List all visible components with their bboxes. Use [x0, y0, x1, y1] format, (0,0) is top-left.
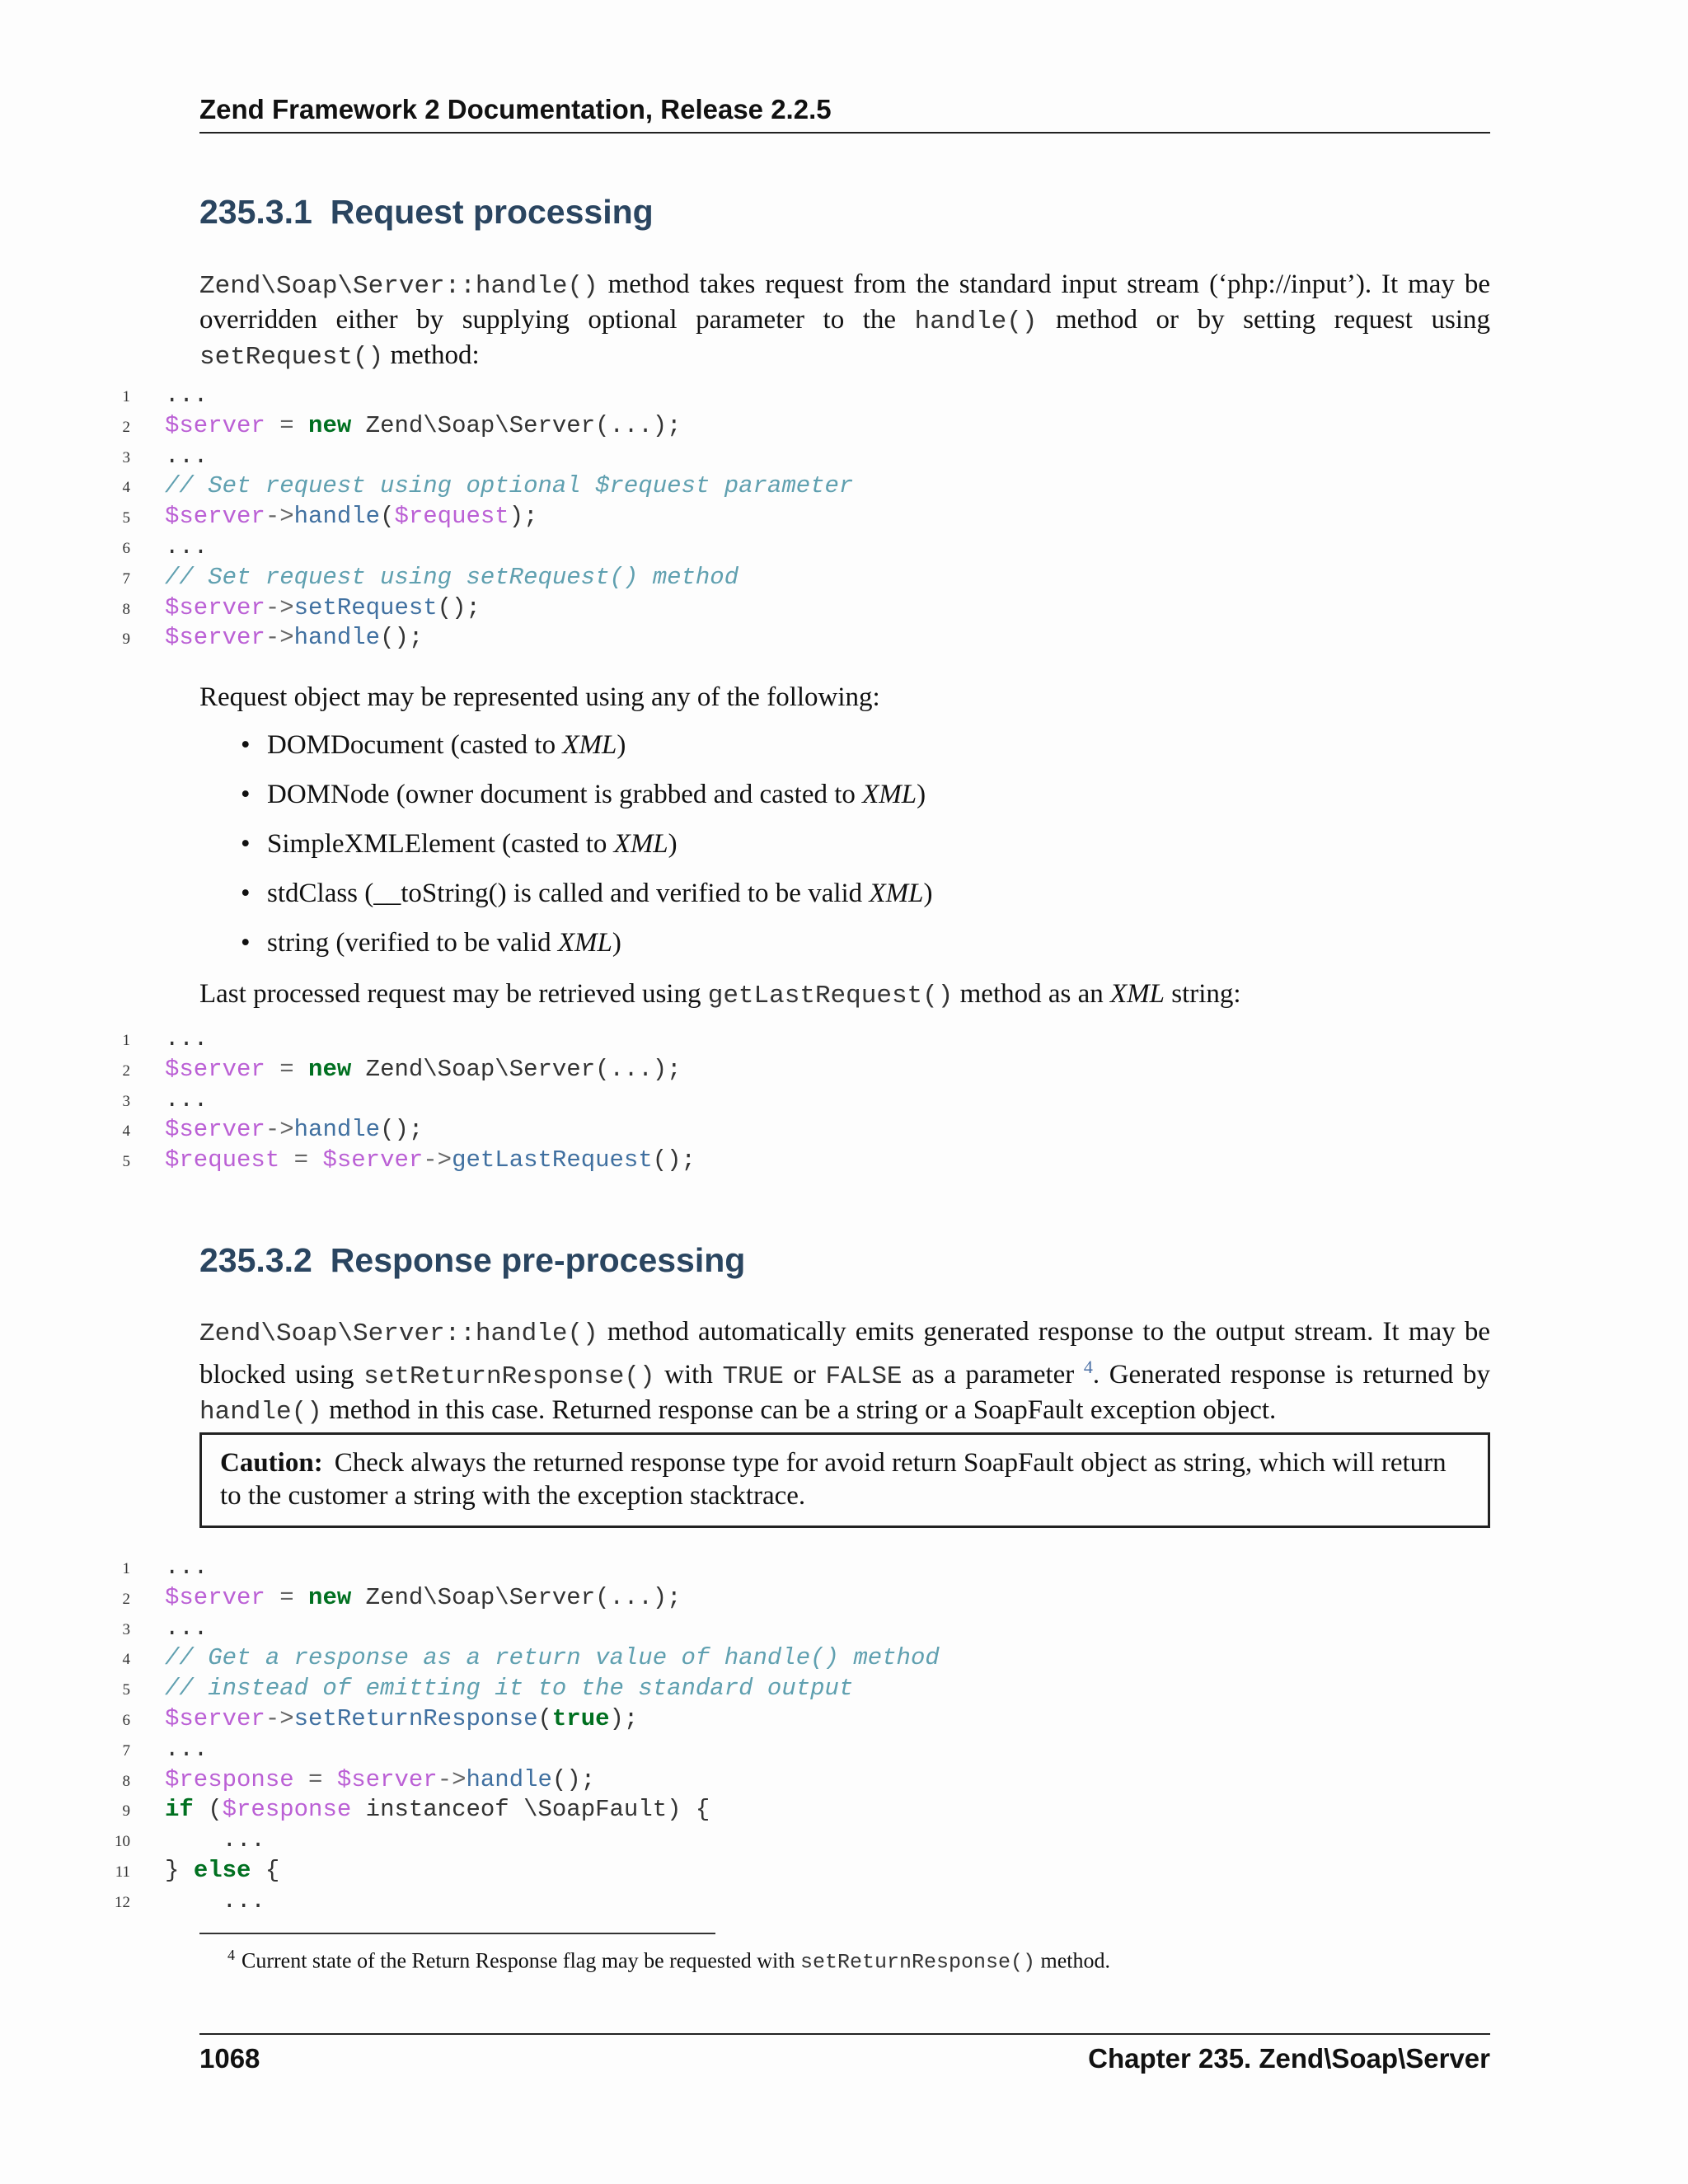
list-item	[199, 720, 932, 770]
bullet-icon: •	[241, 879, 251, 908]
inline-code: setReturnResponse()	[363, 1362, 655, 1391]
code-line	[0, 1055, 1490, 1085]
code-line	[0, 1085, 1490, 1116]
code-text: ...	[165, 1085, 209, 1113]
text-run: )	[923, 879, 933, 908]
code-line	[0, 1643, 1490, 1674]
page-footer	[199, 2033, 1490, 2074]
inline-code: TRUE	[722, 1362, 784, 1391]
request-object-list	[199, 720, 932, 968]
code-line	[0, 1735, 1490, 1765]
line-number: 6	[122, 539, 130, 557]
code-text: // Set request using setRequest() method	[165, 563, 739, 591]
code-text: } else {	[165, 1856, 280, 1884]
line-number: 5	[122, 1153, 130, 1171]
code-line	[0, 1674, 1490, 1704]
code-text: $server = new Zend\Soap\Server(...);	[165, 411, 682, 439]
text-run: method as an	[953, 979, 1110, 1009]
emphasis: XML	[1110, 979, 1165, 1009]
chapter-title: Chapter 235. Zend\Soap\Server	[1088, 2043, 1490, 2074]
section-number: 235.3.1	[199, 193, 312, 231]
line-number: 5	[122, 1681, 130, 1699]
code-text: // instead of emitting it to the standard output	[165, 1675, 854, 1703]
code-line	[0, 1765, 1490, 1796]
code-line	[0, 1856, 1490, 1886]
code-line	[0, 471, 1490, 502]
line-number: 10	[115, 1833, 130, 1851]
line-number: 1	[122, 1032, 130, 1049]
code-text: $server->handle();	[165, 1116, 424, 1144]
text-run: Current state of the Return Response flag may be requested with	[241, 1948, 800, 1973]
code-text: ...	[165, 1826, 265, 1854]
code-line	[0, 502, 1490, 532]
line-number: 3	[122, 1092, 130, 1110]
code-text: ...	[165, 1735, 209, 1763]
code-text: ...	[165, 1614, 209, 1642]
code-text: $request = $server->getLastRequest();	[165, 1146, 696, 1174]
code-block-response	[0, 1553, 1490, 1917]
code-text: ...	[165, 442, 209, 470]
code-line	[0, 532, 1490, 563]
caution-text: Check always the returned response type for avoid return SoapFault object as string, which will return to the customer a string with the exception stacktrace.	[220, 1448, 1447, 1511]
response-preprocessing-paragraph	[199, 1315, 1490, 1429]
inline-code: FALSE	[825, 1362, 903, 1391]
text-run: method.	[1035, 1948, 1111, 1973]
caution-label: Caution:	[220, 1448, 323, 1478]
code-line	[0, 1024, 1490, 1055]
inline-code: Zend\Soap\Server::handle()	[199, 272, 598, 301]
line-number: 7	[122, 569, 130, 588]
text-run: string:	[1165, 979, 1241, 1009]
code-line	[0, 623, 1490, 654]
line-number: 4	[122, 479, 130, 497]
emphasis: XML	[869, 879, 924, 908]
code-text: $server = new Zend\Soap\Server(...);	[165, 1583, 682, 1611]
code-line	[0, 381, 1490, 411]
list-item	[199, 918, 932, 968]
emphasis: XML	[862, 780, 917, 809]
section-heading-request-processing	[199, 191, 654, 232]
code-block-request	[0, 381, 1490, 654]
text-run: Last processed request may be retrieved using	[199, 979, 708, 1009]
text-run: )	[668, 829, 678, 859]
line-number: 4	[122, 1122, 130, 1141]
code-text: $server = new Zend\Soap\Server(...);	[165, 1055, 682, 1083]
section-title: Request processing	[330, 193, 654, 231]
line-number: 2	[122, 418, 130, 436]
line-number: 9	[122, 630, 130, 649]
last-request-paragraph	[199, 977, 1490, 1013]
list-item	[199, 819, 932, 869]
bullet-icon: •	[241, 928, 251, 958]
line-number: 8	[122, 600, 130, 618]
code-line	[0, 442, 1490, 472]
text-run: method or by setting request using	[1037, 305, 1491, 335]
code-text: ...	[165, 382, 209, 409]
code-line	[0, 593, 1490, 624]
list-item	[199, 770, 932, 819]
inline-code: setRequest()	[199, 343, 384, 372]
text-run: SimpleXMLElement (casted to	[267, 829, 614, 859]
inline-code: getLastRequest()	[707, 982, 954, 1010]
text-run: method automatically emits generated response to the output stream. It may be blocked using	[199, 1317, 1490, 1390]
code-text: $response = $server->handle();	[165, 1765, 596, 1793]
code-line	[0, 1886, 1490, 1917]
line-number: 2	[122, 1590, 130, 1608]
line-number: 5	[122, 509, 130, 527]
code-line	[0, 1583, 1490, 1614]
text-run: or	[783, 1360, 826, 1390]
caution-admonition	[199, 1432, 1490, 1528]
text-run: method in this case. Returned response can be a string or a SoapFault exception object.	[321, 1395, 1277, 1425]
bullet-icon: •	[241, 829, 251, 859]
line-number: 3	[122, 448, 130, 466]
line-number: 8	[122, 1772, 130, 1790]
code-text: ...	[165, 1886, 265, 1915]
line-number: 12	[115, 1893, 130, 1911]
emphasis: XML	[557, 928, 612, 958]
text-run: method takes request from the standard input stream (‘php://input’). It may be overridden either by supplying optional parameter to the	[199, 269, 1490, 335]
inline-code: handle()	[199, 1398, 322, 1427]
bullet-icon: •	[241, 780, 251, 809]
code-text: $server->handle();	[165, 624, 424, 652]
request-processing-paragraph	[199, 268, 1490, 374]
request-object-intro: Request object may be represented using any of the following:	[199, 682, 880, 712]
running-header: Zend Framework 2 Documentation, Release 2.2.5	[199, 92, 1490, 134]
section-title: Response pre-processing	[330, 1241, 746, 1279]
line-number: 7	[122, 1741, 130, 1760]
text-run: )	[617, 730, 626, 760]
inline-code: setReturnResponse()	[799, 1950, 1036, 1975]
footnote	[227, 1940, 1110, 1978]
emphasis: XML	[562, 730, 617, 760]
list-item	[199, 869, 932, 918]
line-number: 9	[122, 1802, 130, 1821]
code-text: if ($response instanceof \SoapFault) {	[165, 1796, 710, 1824]
code-text: // Get a response as a return value of handle() method	[165, 1644, 940, 1672]
emphasis: XML	[613, 829, 668, 859]
code-line	[0, 1795, 1490, 1825]
footnote-mark: 4	[227, 1947, 235, 1963]
text-run: stdClass (__toString() is called and verified to be valid	[267, 879, 870, 908]
text-run: )	[917, 780, 926, 809]
text-run: )	[612, 928, 621, 958]
code-line	[0, 1115, 1490, 1146]
text-run: method:	[383, 340, 480, 370]
code-line	[0, 1146, 1490, 1176]
code-block-last-request	[0, 1024, 1490, 1176]
footnote-reference[interactable]: 4	[1083, 1357, 1093, 1377]
line-number: 2	[122, 1062, 130, 1080]
section-number: 235.3.2	[199, 1241, 312, 1279]
line-number: 11	[115, 1863, 130, 1881]
text-run: . Generated response is returned by	[1092, 1360, 1491, 1390]
code-text: // Set request using optional $request parameter	[165, 472, 854, 500]
code-text: $server->setRequest();	[165, 593, 481, 621]
section-heading-response-preprocessing	[199, 1240, 745, 1281]
code-text: ...	[165, 1554, 209, 1581]
inline-code: Zend\Soap\Server::handle()	[199, 1319, 598, 1348]
text-run: as a parameter	[902, 1360, 1084, 1390]
code-text: ...	[165, 1025, 209, 1052]
line-number: 4	[122, 1651, 130, 1669]
line-number: 1	[122, 1560, 130, 1577]
text-run: DOMNode (owner document is grabbed and casted to	[267, 780, 863, 809]
code-line	[0, 1825, 1490, 1856]
code-line	[0, 411, 1490, 442]
text-run: string (verified to be valid	[267, 928, 558, 958]
line-number: 1	[122, 388, 130, 405]
inline-code: handle()	[914, 307, 1038, 336]
code-line	[0, 563, 1490, 593]
line-number: 3	[122, 1620, 130, 1638]
code-text: $server->handle($request);	[165, 503, 538, 531]
text-run: with	[654, 1360, 723, 1390]
code-line	[0, 1704, 1490, 1735]
code-line	[0, 1614, 1490, 1644]
code-text: ...	[165, 532, 209, 560]
page-number: 1068	[199, 2043, 260, 2074]
line-number: 6	[122, 1711, 130, 1729]
code-line	[0, 1553, 1490, 1583]
code-text: $server->setReturnResponse(true);	[165, 1704, 639, 1732]
footnote-divider	[199, 1933, 715, 1934]
bullet-icon: •	[241, 730, 251, 760]
text-run: DOMDocument (casted to	[267, 730, 563, 760]
